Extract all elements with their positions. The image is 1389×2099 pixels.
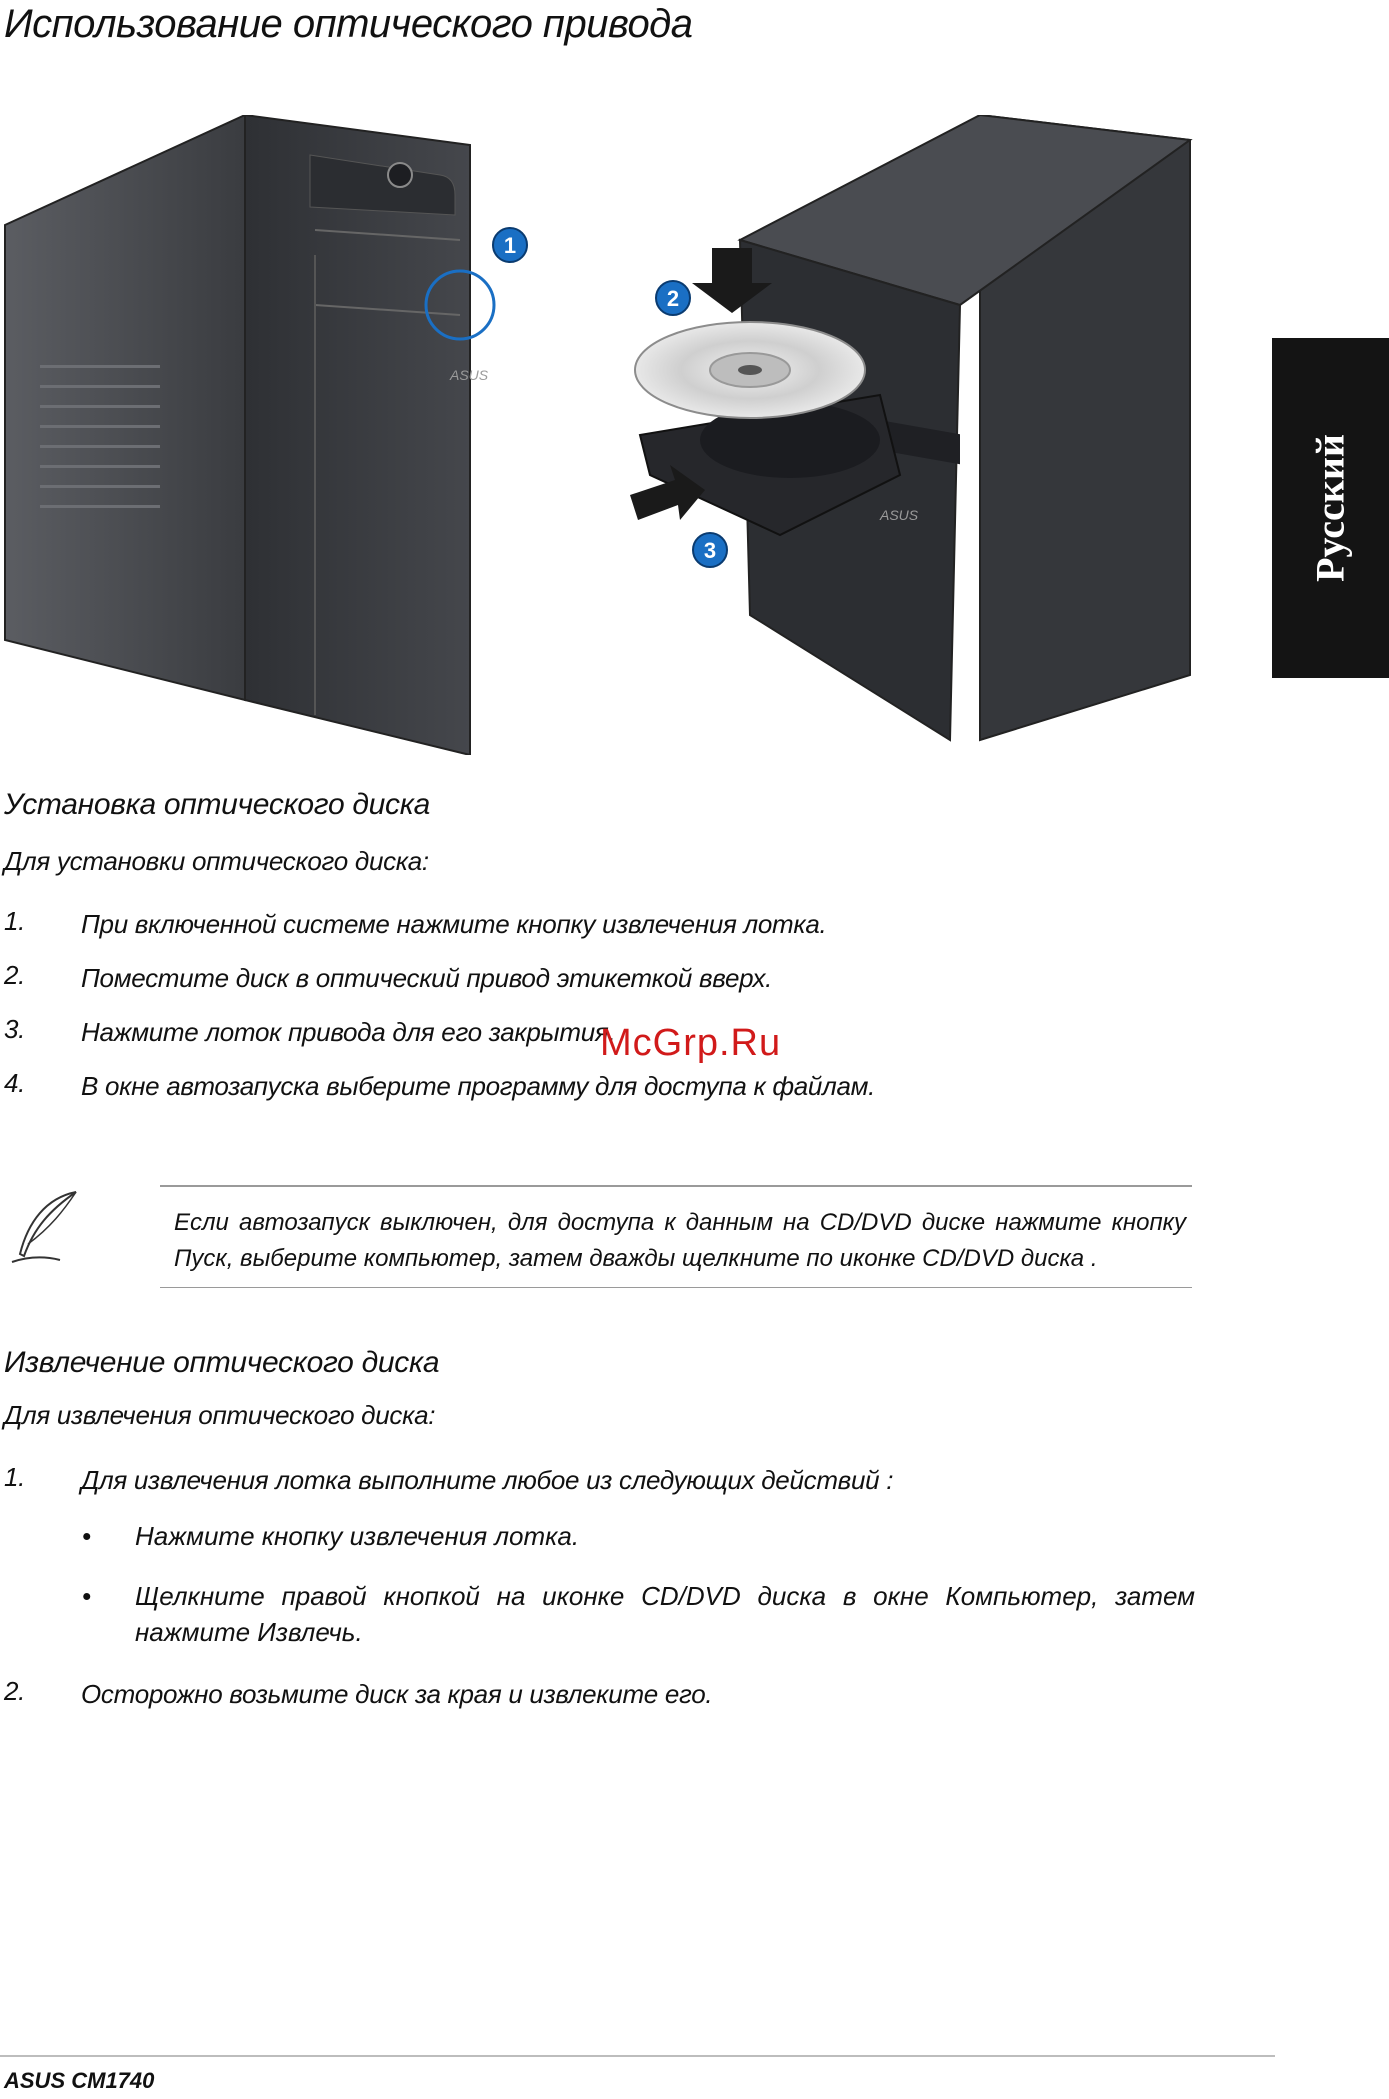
language-tab-label: Русский <box>1307 434 1353 582</box>
step-number: 1. <box>4 1462 26 1492</box>
step-text: Осторожно возьмите диск за края и извлеките его. <box>81 1679 713 1709</box>
note-box <box>160 1185 1192 1288</box>
footer-divider <box>0 2055 1275 2057</box>
callout-1 <box>493 228 527 262</box>
callout-2 <box>656 281 690 315</box>
install-lead: Для установки оптического диска: <box>4 846 429 876</box>
bullet-text: Нажмите кнопку извлечения лотка. <box>135 1521 580 1551</box>
step-number: 3. <box>4 1014 26 1044</box>
step-number: 1. <box>4 906 26 936</box>
eject-heading: Извлечение оптического диска <box>4 1346 440 1379</box>
brand-logo-right: ASUS <box>880 507 919 523</box>
step-number: 2. <box>4 1676 26 1706</box>
step-number: 2. <box>4 960 26 990</box>
step-text: Поместите диск в оптический привод этикеткой вверх. <box>81 963 773 993</box>
watermark: McGrp.Ru <box>600 1022 782 1064</box>
page-title: Использование оптического привода <box>4 2 693 46</box>
svg-text:3: 3 <box>703 538 717 563</box>
svg-text:1: 1 <box>503 233 517 258</box>
language-tab <box>1272 338 1389 678</box>
footer-model: ASUS CM1740 <box>4 2068 155 2093</box>
eject-lead: Для извлечения оптического диска: <box>4 1400 436 1430</box>
svg-text:2: 2 <box>666 286 680 311</box>
brand-logo-left: ASUS <box>450 367 489 383</box>
feather-pen-icon <box>6 1188 86 1268</box>
optical-drive-illustration <box>0 115 1200 755</box>
note-text: Если автозапуск выключен, для доступа к данным на CD/DVD диске нажмите кнопку Пуск, выберите компьютер, затем дважды щелкните по иконке CD/DVD диска . <box>174 1209 1186 1272</box>
step-number: 4. <box>4 1068 26 1098</box>
step-text: В окне автозапуска выберите программу для доступа к файлам. <box>81 1071 876 1101</box>
bullet-text: Щелкните правой кнопкой на иконке CD/DVD диска в окне Компьютер, затем нажмите Извлечь. <box>135 1581 1195 1647</box>
install-heading: Установка оптического диска <box>4 788 430 821</box>
step-text: При включенной системе нажмите кнопку извлечения лотка. <box>81 909 827 939</box>
tower-left <box>5 115 494 755</box>
step-text: Нажмите лоток привода для его закрытия. <box>81 1017 616 1047</box>
tower-right <box>630 115 1190 740</box>
callout-3 <box>693 533 727 567</box>
step-text: Для извлечения лотка выполните любое из следующих действий : <box>81 1465 894 1495</box>
